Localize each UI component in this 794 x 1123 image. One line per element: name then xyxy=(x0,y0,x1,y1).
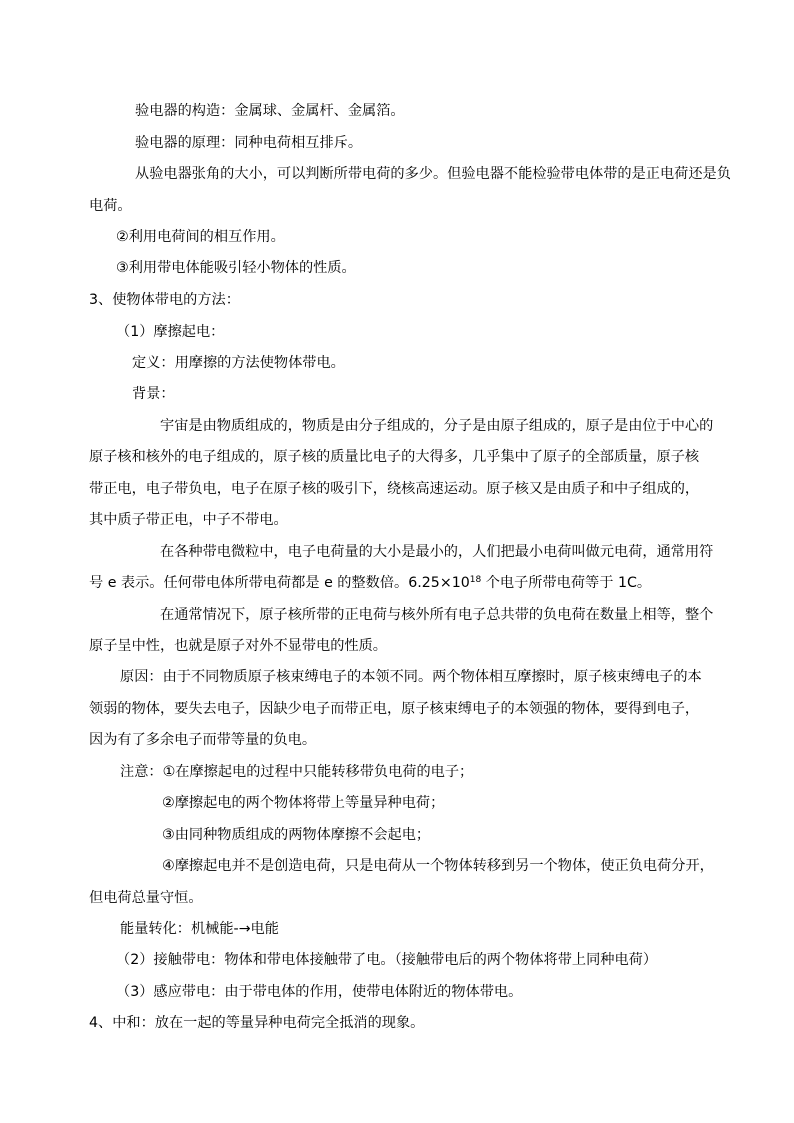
text-line-electroscope-angle-cont: 电荷。 xyxy=(89,198,132,214)
subheading-induction-charging: （3）感应带电：由于带电体的作用，使带电体附近的物体带电。 xyxy=(116,984,523,1000)
text-line-electroscope-structure: 验电器的构造：金属球、金属杆、金属箔。 xyxy=(135,103,405,119)
elementary-charge-text-end: 个电子所带电荷等于 1C。 xyxy=(481,575,652,591)
text-line-elementary-charge-2 xyxy=(89,573,651,593)
text-line-note-2: ②摩擦起电的两个物体将带上等量异种电荷； xyxy=(162,795,445,811)
text-line-method-2: ②利用电荷间的相互作用。 xyxy=(116,229,285,245)
text-line-neutral-2: 原子呈中性，也就是原子对外不显带电的性质。 xyxy=(89,638,387,654)
text-line-energy-conversion: 能量转化：机械能-→电能 xyxy=(120,921,279,937)
text-line-note-1: 注意：①在摩擦起电的过程中只能转移带负电荷的电子； xyxy=(120,764,474,780)
elementary-charge-text: 号 e 表示。任何带电体所带电荷都是 e 的整数倍。6.25×10 xyxy=(89,575,470,591)
text-line-method-3: ③利用带电体能吸引轻小物体的性质。 xyxy=(116,260,356,276)
exponent-18: 18 xyxy=(469,575,482,585)
text-line-universe-1: 宇宙是由物质组成的，物质是由分子组成的，分子是由原子组成的，原子是由位于中心的 xyxy=(160,418,714,434)
text-line-electroscope-angle: 从验电器张角的大小，可以判断所带电荷的多少。但验电器不能检验带电体带的是正电荷还是负 xyxy=(135,166,731,182)
text-line-universe-2: 原子核和核外的电子组成的，原子核的质量比电子的大得多，几乎集中了原子的全部质量，原子核 xyxy=(89,449,700,465)
text-line-note-4: ④摩擦起电并不是创造电荷，只是电荷从一个物体转移到另一个物体，使正负电荷分开， xyxy=(162,858,714,874)
text-line-electroscope-principle: 验电器的原理：同种电荷相互排斥。 xyxy=(135,135,363,151)
text-line-background-label: 背景： xyxy=(132,386,175,402)
text-line-reason-3: 因为有了多余电子而带等量的负电。 xyxy=(89,732,317,748)
text-line-reason-1: 原因：由于不同物质原子核束缚电子的本领不同。两个物体相互摩擦时，原子核束缚电子的本 xyxy=(120,669,702,685)
text-line-neutral-1: 在通常情况下，原子核所带的正电荷与核外所有电子总共带的负电荷在数量上相等，整个 xyxy=(160,607,714,623)
text-line-elementary-charge-1: 在各种带电微粒中，电子电荷量的大小是最小的，人们把最小电荷叫做元电荷，通常用符 xyxy=(160,544,714,560)
text-line-reason-2: 领弱的物体，要失去电子，因缺少电子而带正电，原子核束缚电子的本领强的物体，要得到电子， xyxy=(89,701,700,717)
text-line-universe-3: 带正电，电子带负电，电子在原子核的吸引下，绕核高速运动。原子核又是由质子和中子组成的， xyxy=(89,481,700,497)
text-line-note-4-cont: 但电荷总量守恒。 xyxy=(89,890,203,906)
section-heading-charging-methods: 3、使物体带电的方法： xyxy=(89,292,240,308)
text-line-definition: 定义：用摩擦的方法使物体带电。 xyxy=(132,355,345,371)
text-line-note-3: ③由同种物质组成的两物体摩擦不会起电； xyxy=(162,827,431,843)
subheading-friction-charging: （1）摩擦起电： xyxy=(116,324,225,340)
section-heading-neutralization: 4、中和：放在一起的等量异种电荷完全抵消的现象。 xyxy=(89,1015,425,1031)
text-line-universe-4: 其中质子带正电，中子不带电。 xyxy=(89,512,288,528)
subheading-contact-charging: （2）接触带电：物体和带电体接触带了电。（接触带电后的两个物体将带上同种电荷） xyxy=(116,952,658,968)
